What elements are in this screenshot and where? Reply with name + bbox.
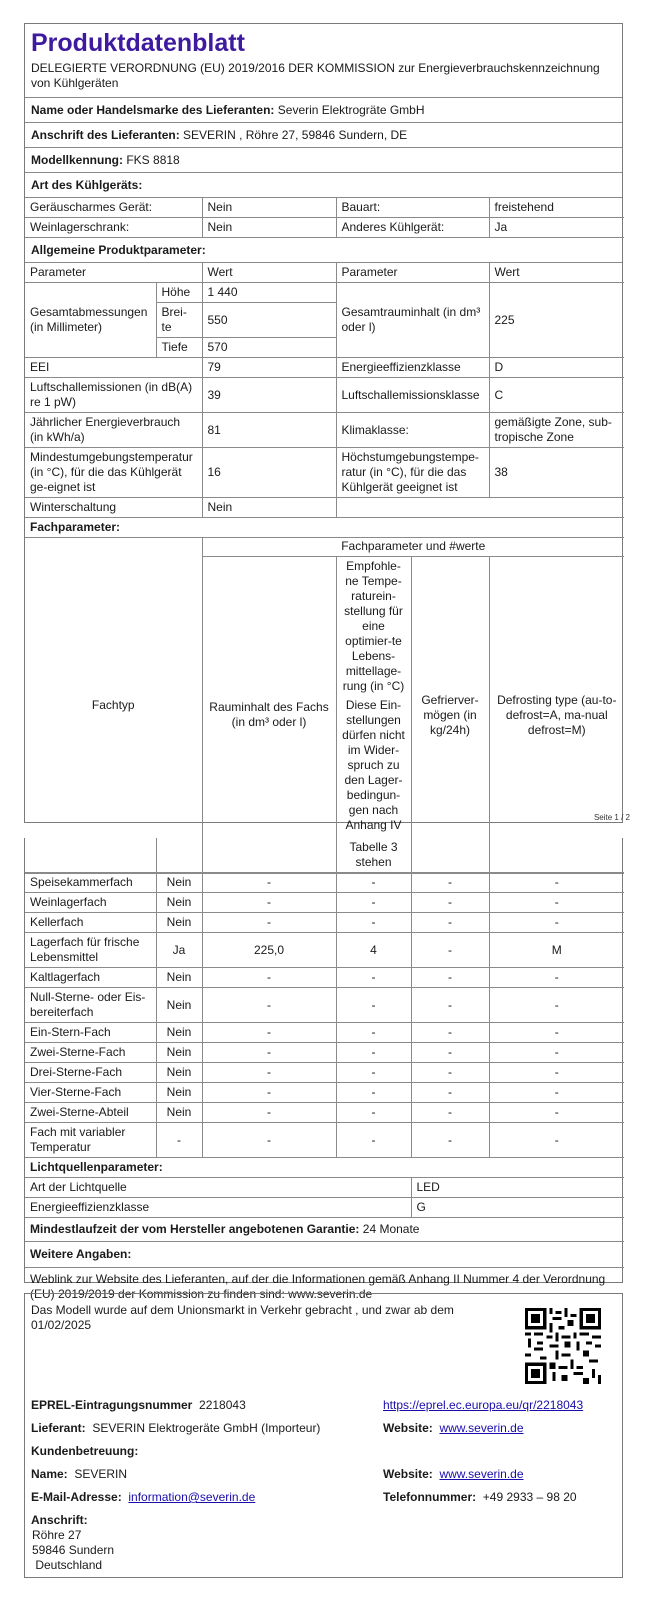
- header-cell: Parameter: [25, 263, 202, 283]
- table-row: [25, 263, 624, 283]
- table-row: [25, 1063, 624, 1083]
- param-cell: 38: [489, 448, 624, 498]
- compartment-value: -: [411, 1083, 489, 1103]
- compartment-value: -: [336, 968, 411, 988]
- light-cell: G: [411, 1198, 624, 1218]
- table-row: [25, 1158, 624, 1178]
- dimensions-label: Gesamtabmessungen (in Millimeter): [25, 283, 156, 358]
- compartment-value: -: [202, 1083, 336, 1103]
- compartment-value: 4: [336, 933, 411, 968]
- datasheet-page-2: [24, 838, 623, 1301]
- temp-header-part1: Empfohle-ne Tempe-raturein-stellung für eine optimier-te Lebens-mittellage-rung (in °C): [342, 559, 405, 693]
- compartment-value: Nein: [156, 1043, 202, 1063]
- comp-type-header: Fachtyp: [25, 537, 202, 874]
- volume-value: 225: [489, 283, 624, 358]
- compartment-value: -: [411, 893, 489, 913]
- compartment-type: Kaltlagerfach: [25, 968, 156, 988]
- table-row: [25, 358, 624, 378]
- compartment-value: Nein: [156, 968, 202, 988]
- table-row: [25, 873, 624, 893]
- model-value: FKS 8818: [126, 153, 180, 167]
- type-heading: Art des Kühlgeräts:: [25, 173, 622, 198]
- compartment-value: -: [202, 1103, 336, 1123]
- compartment-value: M: [489, 933, 624, 968]
- param-cell: Winterschaltung: [25, 498, 202, 518]
- param-cell: Luftschallemissionen (in dB(A) re 1 pW): [25, 378, 202, 413]
- compartment-type: Null-Sterne- oder Eis-bereiterfach: [25, 988, 156, 1023]
- regulation-subtitle: DELEGIERTE VERORDNUNG (EU) 2019/2016 DER KOMMISSION zur Energieverbrauchskennzeichnung von Kühlgeräten: [25, 58, 622, 98]
- light-cell: LED: [411, 1178, 624, 1198]
- table-row: [25, 218, 624, 238]
- compartment-value: -: [156, 1123, 202, 1158]
- compartment-value: -: [336, 1023, 411, 1043]
- compartment-type: Lagerfach für frische Lebensmittel: [25, 933, 156, 968]
- param-cell: 16: [202, 448, 336, 498]
- compartment-value: -: [336, 893, 411, 913]
- customer-service-label: Kundenbetreuung:: [31, 1444, 139, 1458]
- table-row: [25, 1043, 624, 1063]
- table-row: [25, 283, 624, 303]
- param-cell: Klimaklasse:: [336, 413, 489, 448]
- name-row: [31, 1467, 127, 1482]
- temp-header-part2: Diese Ein-stellungen dürfen nicht im Wider-spruch zu den Lager-bedingun-gen nach Anhang IV: [342, 698, 405, 832]
- table-row: [25, 1123, 624, 1158]
- compartment-value: -: [336, 913, 411, 933]
- param-cell: 79: [202, 358, 336, 378]
- email-label: E-Mail-Adresse:: [31, 1490, 122, 1504]
- table-row: [25, 1178, 624, 1198]
- website-link[interactable]: www.severin.de: [439, 1421, 524, 1435]
- lieferant-value: SEVERIN Elektrogeräte GmbH (Importeur): [92, 1421, 321, 1435]
- comp-heading: Fachparameter:: [25, 518, 624, 538]
- warranty-value: 24 Monate: [362, 1222, 420, 1236]
- compartment-value: -: [411, 913, 489, 933]
- compartment-value: -: [336, 1063, 411, 1083]
- light-cell: Art der Lichtquelle: [25, 1178, 411, 1198]
- header-cell: Wert: [202, 263, 336, 283]
- compartment-value: -: [489, 1103, 624, 1123]
- table-row: [25, 1023, 624, 1043]
- compartment-value: Nein: [156, 1083, 202, 1103]
- page-number: Seite 1 / 2: [593, 813, 630, 822]
- param-cell: gemäßigte Zone, sub-tropische Zone: [489, 413, 624, 448]
- param-cell: C: [489, 378, 624, 413]
- compartment-value: -: [202, 1043, 336, 1063]
- volume-label: Gesamtrauminhalt (in dm³ oder l): [336, 283, 489, 358]
- compartment-value: -: [202, 1063, 336, 1083]
- compartment-type: Weinlagerfach: [25, 893, 156, 913]
- compartment-type: Kellerfach: [25, 913, 156, 933]
- compartment-type: Ein-Stern-Fach: [25, 1023, 156, 1043]
- param-cell: 39: [202, 378, 336, 413]
- compartment-value: -: [489, 1083, 624, 1103]
- table-row: [25, 838, 624, 873]
- type-cell: Ja: [489, 218, 624, 238]
- weblink-text: Weblink zur Website des Lieferanten, auf der die Informationen gemäß Anhang II Nummer 4 der Verordnung (EU) 2019/2019 der Kommission zu finden sind:: [30, 1272, 606, 1301]
- compartment-type: Zwei-Sterne-Fach: [25, 1043, 156, 1063]
- warranty-label: Mindestlaufzeit der vom Hersteller angebotenen Garantie:: [30, 1222, 360, 1236]
- dim-label: Tiefe: [156, 338, 202, 358]
- datasheet-page-1: [24, 23, 623, 832]
- type-cell: Geräuscharmes Gerät:: [25, 198, 202, 218]
- compartment-type: Fach mit variabler Temperatur: [25, 1123, 156, 1158]
- supplier-value: Severin Elektrogräte GmbH: [277, 103, 425, 117]
- supplier-row: [25, 98, 622, 123]
- compartment-value: -: [411, 1043, 489, 1063]
- compartment-value: -: [336, 1123, 411, 1158]
- compartment-value: -: [411, 1023, 489, 1043]
- type-table: [25, 198, 624, 238]
- compartment-value: -: [202, 1023, 336, 1043]
- compartment-value: -: [489, 1043, 624, 1063]
- website2-row: [383, 1467, 524, 1482]
- compartment-value: -: [489, 1063, 624, 1083]
- compartment-value: Nein: [156, 1023, 202, 1043]
- header-cell: Parameter: [336, 263, 489, 283]
- dim-value: 550: [202, 303, 336, 338]
- compartment-value: Nein: [156, 873, 202, 893]
- general-table: [25, 263, 624, 538]
- dim-value: 570: [202, 338, 336, 358]
- compartment-value: Nein: [156, 1063, 202, 1083]
- type-cell: Nein: [202, 198, 336, 218]
- email-row: [31, 1490, 255, 1505]
- compartment-value: -: [202, 968, 336, 988]
- eprel-label: EPREL-Eintragungsnummer: [31, 1398, 193, 1412]
- type-cell: freistehend: [489, 198, 624, 218]
- phone-row: [383, 1490, 577, 1505]
- eprel-value: 2218043: [199, 1398, 246, 1412]
- compartment-value: -: [202, 873, 336, 893]
- dim-label: Brei-te: [156, 303, 202, 338]
- compartment-value: -: [336, 1043, 411, 1063]
- dim-value: 1 440: [202, 283, 336, 303]
- page-title: Produktdatenblatt: [31, 29, 245, 57]
- warranty-row: [25, 1218, 624, 1242]
- temp-header-continued: Tabelle 3 stehen: [336, 838, 411, 873]
- table-row: [25, 537, 624, 557]
- website2-label: Website:: [383, 1467, 433, 1481]
- model-row: [25, 148, 622, 173]
- compartment-value: Nein: [156, 913, 202, 933]
- param-cell: Nein: [202, 498, 336, 518]
- compartment-value: -: [411, 968, 489, 988]
- table-row: [25, 1083, 624, 1103]
- compartment-value: -: [336, 988, 411, 1023]
- compartment-value: -: [411, 1063, 489, 1083]
- param-cell: D: [489, 358, 624, 378]
- table-row: [25, 1198, 624, 1218]
- compartment-value: -: [411, 1103, 489, 1123]
- anschrift-line: Röhre 27: [32, 1528, 82, 1542]
- param-cell: Luftschallemissionsklasse: [336, 378, 489, 413]
- website-label: Website:: [383, 1421, 433, 1435]
- weblink-value: www.severin.de: [288, 1287, 373, 1301]
- compartment-value: -: [202, 988, 336, 1023]
- compartment-value: -: [489, 1023, 624, 1043]
- table-row: [25, 448, 624, 498]
- eprel-footer: [24, 1293, 623, 1578]
- model-label: Modellkennung:: [31, 153, 123, 167]
- compartment-value: Nein: [156, 893, 202, 913]
- header-cell: Wert: [489, 263, 624, 283]
- param-cell: Jährlicher Energieverbrauch (in kWh/a): [25, 413, 202, 448]
- compartment-value: Ja: [156, 933, 202, 968]
- compartment-value: -: [489, 968, 624, 988]
- type-cell: Weinlagerschrank:: [25, 218, 202, 238]
- comp-group-header: Fachparameter und #werte: [202, 537, 624, 557]
- compartment-value: -: [336, 1083, 411, 1103]
- compartment-value: -: [202, 1123, 336, 1158]
- compartment-type: Vier-Sterne-Fach: [25, 1083, 156, 1103]
- light-cell: Energieeffizienzklasse: [25, 1198, 411, 1218]
- general-heading: Allgemeine Produktparameter:: [25, 237, 622, 263]
- compartment-value: -: [489, 913, 624, 933]
- eprel-row: [31, 1398, 246, 1413]
- light-heading: Lichtquellenparameter:: [25, 1158, 624, 1178]
- table-row: [25, 1103, 624, 1123]
- table-row: [25, 518, 624, 538]
- comp-temp-header: [336, 557, 411, 874]
- compartment-type: Zwei-Sterne-Abteil: [25, 1103, 156, 1123]
- website-row: [383, 1421, 524, 1436]
- name-value: SEVERIN: [74, 1467, 128, 1481]
- table-row: [25, 378, 624, 413]
- compartment-value: -: [489, 893, 624, 913]
- compartment-value: -: [489, 988, 624, 1023]
- address-label: Anschrift des Lieferanten:: [31, 128, 180, 142]
- compartment-value: -: [202, 893, 336, 913]
- table-row: [25, 1218, 624, 1242]
- table-row: [25, 933, 624, 968]
- anschrift-label: Anschrift:: [31, 1513, 88, 1527]
- compartment-value: -: [489, 873, 624, 893]
- param-cell: 81: [202, 413, 336, 448]
- table-row: [25, 893, 624, 913]
- comp-freeze-header: Gefrierver-mögen (in kg/24h): [411, 557, 489, 874]
- param-cell: EEI: [25, 358, 202, 378]
- address-value: SEVERIN , Röhre 27, 59846 Sundern, DE: [183, 128, 408, 142]
- more-heading: Weitere Angaben:: [25, 1242, 624, 1268]
- address-row: [25, 123, 622, 148]
- comp-header-table: [25, 537, 624, 874]
- comp-volume-header: Rauminhalt des Fachs (in dm³ oder l): [202, 557, 336, 874]
- compartment-value: -: [411, 933, 489, 968]
- dim-label: Höhe: [156, 283, 202, 303]
- anschrift-line: 59846 Sundern: [32, 1543, 115, 1557]
- website2-link[interactable]: www.severin.de: [439, 1467, 524, 1481]
- compartment-value: -: [411, 988, 489, 1023]
- param-cell: Energieeffizienzklasse: [336, 358, 489, 378]
- table-row: [25, 413, 624, 448]
- compartment-value: Nein: [156, 1103, 202, 1123]
- lieferant-row: [31, 1421, 320, 1436]
- eprel-link[interactable]: https://eprel.ec.europa.eu/qr/2218043: [383, 1398, 584, 1412]
- table-row: [25, 1242, 624, 1268]
- supplier-label: Name oder Handelsmarke des Lieferanten:: [31, 103, 275, 117]
- lieferant-label: Lieferant:: [31, 1421, 86, 1435]
- table-row: [25, 988, 624, 1023]
- compartment-value: -: [336, 873, 411, 893]
- comp-defrost-header: Defrosting type (au-to-defrost=A, ma-nual defrost=M): [489, 557, 624, 874]
- compartment-table: [25, 838, 624, 1306]
- table-row: [25, 968, 624, 988]
- phone-label: Telefonnummer:: [383, 1490, 477, 1504]
- param-cell: [336, 498, 624, 518]
- type-cell: Bauart:: [336, 198, 489, 218]
- compartment-value: -: [411, 873, 489, 893]
- name-label: Name:: [31, 1467, 68, 1481]
- market-intro: Das Modell wurde auf dem Unionsmarkt in Verkehr gebracht , und zwar ab dem 01/02/2025: [31, 1303, 454, 1332]
- table-row: [25, 498, 624, 518]
- compartment-value: 225,0: [202, 933, 336, 968]
- qr-code-icon: [525, 1308, 601, 1384]
- compartment-value: -: [489, 1123, 624, 1158]
- type-cell: Nein: [202, 218, 336, 238]
- compartment-value: -: [336, 1103, 411, 1123]
- compartment-value: Nein: [156, 988, 202, 1023]
- anschrift-line: Deutschland: [32, 1558, 103, 1572]
- compartment-type: Speisekammerfach: [25, 873, 156, 893]
- table-row: [25, 198, 624, 218]
- compartment-value: -: [202, 913, 336, 933]
- compartment-value: -: [411, 1123, 489, 1158]
- compartment-type: Drei-Sterne-Fach: [25, 1063, 156, 1083]
- phone-value: +49 2933 – 98 20: [482, 1490, 577, 1504]
- type-cell: Anderes Kühlgerät:: [336, 218, 489, 238]
- table-row: [25, 913, 624, 933]
- param-cell: Höchstumgebungstempe-ratur (in °C), für die das Kühlgerät geeignet ist: [336, 448, 489, 498]
- param-cell: Mindestumgebungstemperatur (in °C), für die das Kühlgerät ge-eignet ist: [25, 448, 202, 498]
- email-link[interactable]: information@severin.de: [128, 1490, 256, 1504]
